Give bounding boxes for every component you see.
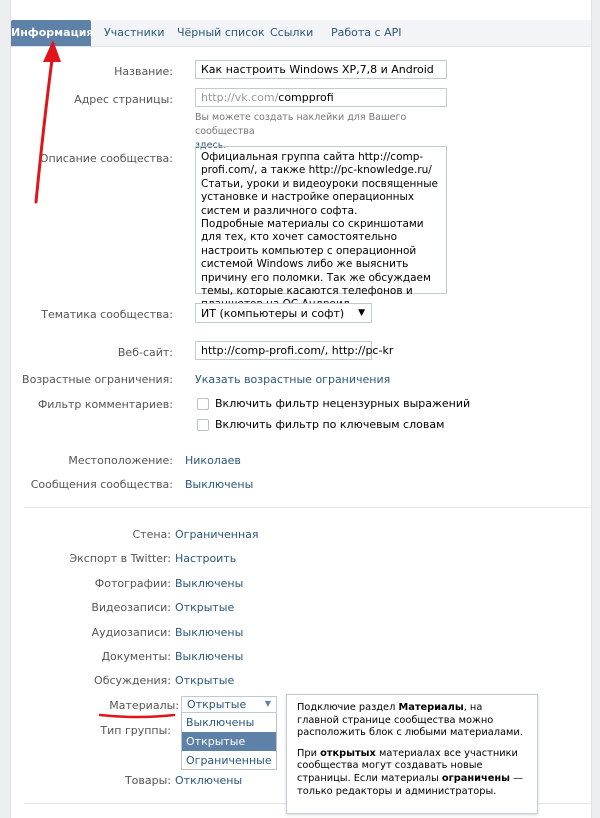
discussions-link[interactable]: Открытые: [175, 674, 235, 687]
address-label: Адрес страницы:: [74, 93, 173, 106]
discussions-label: Обсуждения:: [94, 674, 171, 687]
description-textarea[interactable]: Официальная группа сайта http://comp-profi.com/, а также http://pc-knowledge.ru/ Статьи, уроки и видеоуроки посвященные установке и настройке операционных систем и различного софта. Подробные материалы со скриншотами для тех, кто хочет самостоятельно настроить компьютер с операционной системой Windows либо же выяснить причину его поломки. Так же обсуждаем темы, которые касаются телефонов и: [195, 146, 447, 294]
age-link[interactable]: Указать возрастные ограничения: [195, 373, 391, 386]
tooltip-text: Подключие раздел: [297, 702, 399, 713]
tooltip-text: При: [297, 747, 321, 759]
group-type-label: Тип группы:: [100, 724, 171, 737]
location-label: Местоположение:: [68, 454, 173, 467]
tooltip-bold: открытых: [320, 747, 376, 759]
materials-label: Материалы:: [109, 699, 179, 712]
address-hint-link[interactable]: здесь: [195, 140, 224, 151]
filter-keywords-label[interactable]: Включить фильтр по ключевым словам: [215, 418, 445, 431]
website-label: Веб-сайт:: [117, 346, 173, 359]
name-label: Название:: [114, 65, 173, 78]
tooltip-text: , на главной странице сообщества можно расположить блок с любыми материалами.: [297, 702, 523, 739]
messages-label: Сообщения сообщества:: [30, 478, 173, 491]
documents-link[interactable]: Выключены: [175, 650, 244, 663]
annotation-arrowhead-icon: [43, 40, 61, 62]
tab-members[interactable]: Участники: [104, 26, 165, 39]
description-label: Описание сообщества:: [39, 152, 173, 165]
wall-link[interactable]: Ограниченная: [175, 528, 259, 541]
tab-api[interactable]: Работа с API: [331, 26, 402, 39]
address-prefix: http://vk.com/: [201, 91, 279, 104]
filter-obscene-label[interactable]: Включить фильтр нецензурных выражений: [215, 397, 471, 410]
chevron-down-icon: ▼: [358, 308, 365, 318]
twitter-label: Экспорт в Twitter:: [69, 552, 171, 565]
address-hint-text: Вы можете создать наклейки для Вашего сообщества: [195, 112, 407, 137]
twitter-link[interactable]: Настроить: [175, 552, 237, 565]
tooltip-bold: ограничены: [441, 772, 510, 784]
topic-value: ИТ (компьютеры и софт): [201, 307, 345, 320]
tooltip-bold: Материалы: [398, 702, 464, 713]
filter-label: Фильтр комментариев:: [37, 398, 173, 411]
materials-selected-value: Открытые: [187, 698, 247, 711]
audio-link[interactable]: Выключены: [175, 626, 244, 639]
address-value: compprofi: [278, 91, 334, 104]
messages-link[interactable]: Выключены: [185, 478, 254, 491]
materials-option-open[interactable]: Открытые: [182, 732, 276, 751]
documents-label: Документы:: [101, 650, 171, 663]
name-input[interactable]: Как настроить Windows XP,7,8 и Android: [195, 60, 447, 79]
videos-link[interactable]: Открытые: [175, 601, 235, 614]
wall-label: Стена:: [132, 528, 171, 541]
address-hint-end: .: [223, 140, 227, 151]
tab-blacklist[interactable]: Чёрный список: [177, 26, 265, 39]
photos-link[interactable]: Выключены: [175, 577, 244, 590]
location-link[interactable]: Николаев: [185, 454, 241, 467]
goods-link[interactable]: Отключены: [175, 774, 243, 787]
tab-information[interactable]: Информация: [11, 20, 91, 46]
chevron-down-icon: ▼: [264, 699, 271, 708]
audio-label: Аудиозаписи:: [91, 626, 171, 639]
materials-option-limited[interactable]: Ограниченные: [186, 754, 272, 767]
goods-label: Товары:: [124, 774, 171, 787]
annotation-arrow-icon: [36, 52, 53, 202]
videos-label: Видеозаписи:: [91, 601, 171, 614]
topic-label: Тематика сообщества:: [41, 308, 173, 321]
tooltip-text: материалах все участники сообщества могут создавать новые страницы. Если материалы: [297, 747, 518, 784]
tooltip-text: — только редакторы и администраторы.: [297, 772, 523, 797]
photos-label: Фотографии:: [94, 577, 171, 590]
annotation-underline: [100, 715, 174, 717]
website-input[interactable]: http://comp-profi.com/, http://pc-kr: [195, 341, 372, 360]
tab-links[interactable]: Ссылки: [270, 26, 314, 39]
materials-option-off[interactable]: Выключены: [186, 716, 255, 729]
age-label: Возрастные ограничения:: [22, 373, 173, 386]
